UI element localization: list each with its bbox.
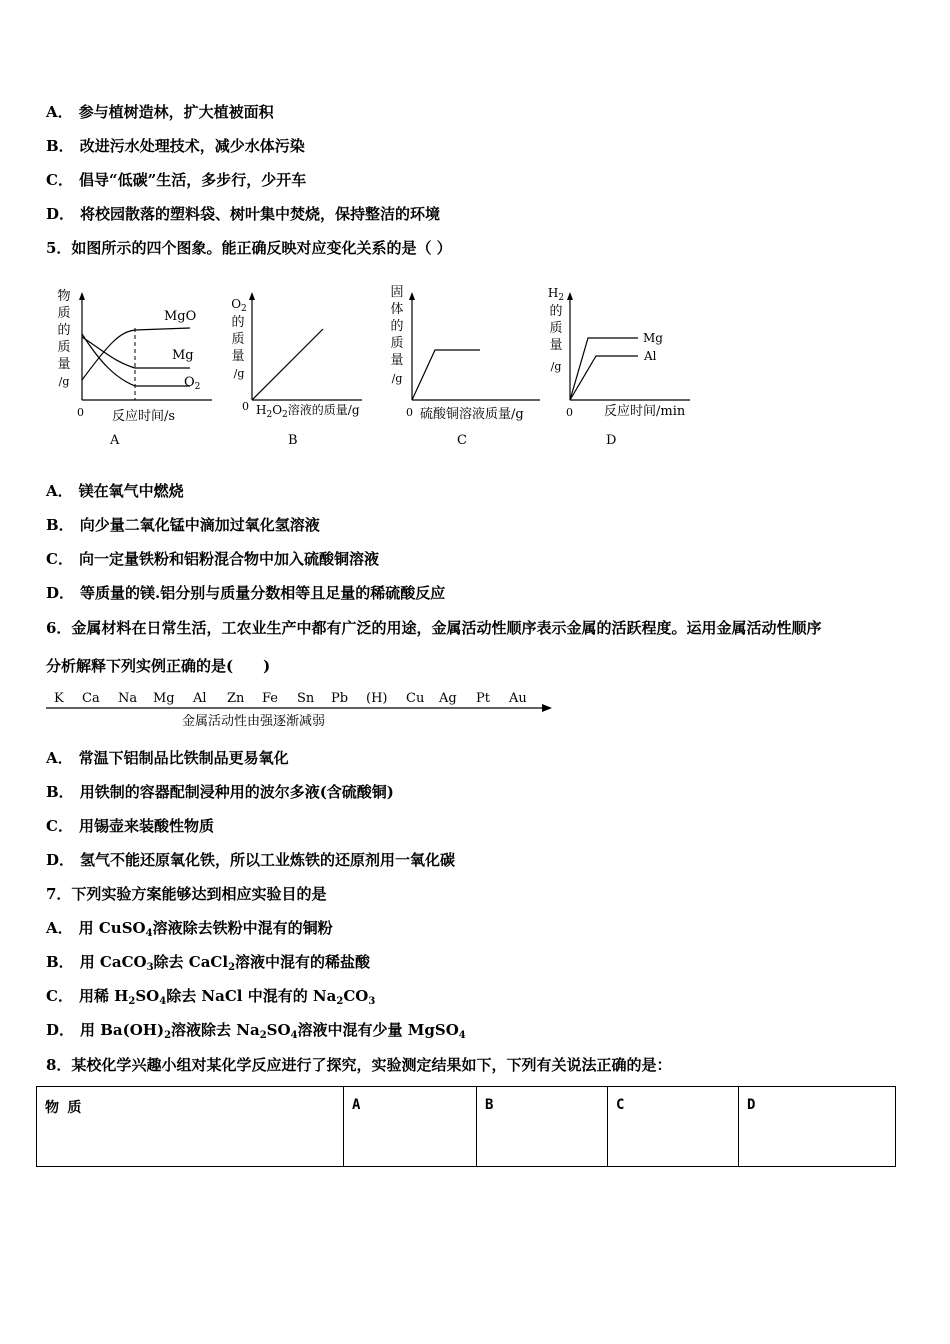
svg-text:质: 质 bbox=[549, 321, 563, 336]
q6-option-a: A． 常温下铝制品比铁制品更易氧化 bbox=[46, 749, 289, 767]
q5-option-a: A． 镁在氧气中燃烧 bbox=[46, 482, 184, 500]
svg-text:质: 质 bbox=[231, 332, 245, 347]
q6-option-c: C． 用锡壶来装酸性物质 bbox=[46, 817, 214, 835]
graph-a-xlabel: 反应时间/s bbox=[112, 409, 176, 424]
graph-b-origin: 0 bbox=[242, 400, 249, 413]
graph-c-xlabel: 硫酸铜溶液质量/g bbox=[420, 407, 524, 422]
graph-d-origin: 0 bbox=[566, 406, 573, 419]
q6-option-b: B． 用铁制的容器配制浸种用的波尔多液(含硫酸铜) bbox=[46, 783, 394, 801]
graph-a-label-mg: Mg bbox=[172, 348, 194, 363]
q6-stem-line1: 6．金属材料在日常生活，工农业生产中都有广泛的用途，金属活动性顺序表示金属的活跃程度。运用金属活动性顺序 bbox=[46, 619, 822, 637]
svg-text:Sn: Sn bbox=[297, 691, 315, 706]
graph-b-xlabel: $H_2O_2$溶液的质量/g bbox=[256, 403, 360, 420]
graph-b-line bbox=[252, 329, 323, 400]
svg-text:Ag: Ag bbox=[439, 691, 457, 706]
svg-text:物: 物 bbox=[57, 289, 71, 304]
q7-option-b: B． 用 CaCO$_3$除去 CaCl$_2$溶液中混有的稀盐酸 bbox=[46, 953, 371, 973]
q8-table bbox=[36, 1086, 896, 1167]
graph-c-ylabel bbox=[390, 285, 403, 385]
q4-option-d: D． 将校园散落的塑料袋、树叶集中焚烧，保持整洁的环境 bbox=[46, 205, 441, 223]
graph-b-ylabel bbox=[231, 297, 247, 380]
svg-text:的: 的 bbox=[57, 323, 71, 338]
graph-c-caption: C bbox=[457, 433, 467, 448]
graph-c-line bbox=[412, 350, 480, 400]
q7-stem: 7．下列实验方案能够达到相应实验目的是 bbox=[46, 885, 327, 903]
svg-text:量: 量 bbox=[549, 338, 563, 353]
q7-option-a: A． 用 CuSO$_4$溶液除去铁粉中混有的铜粉 bbox=[46, 919, 333, 939]
svg-text:质: 质 bbox=[57, 306, 71, 321]
svg-text:Pt: Pt bbox=[476, 691, 490, 706]
graph-a-label-o2: $O_2$ bbox=[184, 375, 201, 392]
q4-option-c: C． 倡导“低碳”生活，多步行，少开车 bbox=[46, 171, 307, 189]
svg-text:Mg: Mg bbox=[153, 691, 175, 706]
graph-a-label-mgo: MgO bbox=[164, 309, 197, 324]
graph-d-line-al bbox=[570, 356, 638, 400]
q8-stem: 8．某校化学兴趣小组对某化学反应进行了探究，实验测定结果如下，下列有关说法正确的是： bbox=[46, 1056, 672, 1074]
q4-option-b: B． 改进污水处理技术，减少水体污染 bbox=[46, 137, 305, 155]
svg-text:/g: /g bbox=[58, 375, 70, 388]
q5-option-c: C． 向一定量铁粉和铝粉混合物中加入硫酸铜溶液 bbox=[46, 550, 379, 568]
svg-text:的: 的 bbox=[231, 315, 245, 330]
svg-text:固: 固 bbox=[390, 285, 404, 300]
table-header-substance: 物 质 bbox=[37, 1087, 344, 1167]
graph-b-caption: B bbox=[288, 433, 298, 448]
q5-option-b: B． 向少量二氧化锰中滴加过氧化氢溶液 bbox=[46, 516, 320, 534]
q7-option-c: C． 用稀 $H_2SO_4$除去 NaCl 中混有的 $Na_2CO_3$ bbox=[46, 987, 376, 1007]
table-row bbox=[37, 1087, 896, 1167]
svg-text:量: 量 bbox=[231, 349, 245, 364]
graph-a-origin: 0 bbox=[77, 406, 84, 419]
graph-d-line-mg bbox=[570, 338, 638, 400]
svg-text:质: 质 bbox=[390, 336, 404, 351]
q7-option-d: D． 用 $Ba(OH)_2$溶液除去 $Na_2SO_4$溶液中混有少量 MgSO$_4$ bbox=[46, 1021, 466, 1041]
svg-text:Ca: Ca bbox=[82, 691, 100, 706]
svg-text:Al: Al bbox=[193, 691, 207, 706]
table-header-d: D bbox=[739, 1087, 896, 1167]
graph-d-ylabel bbox=[548, 286, 564, 373]
q6-stem-line2: 分析解释下列实例正确的是( ) bbox=[46, 657, 271, 675]
svg-text:(H): (H) bbox=[366, 691, 388, 706]
table-header-c: C bbox=[608, 1087, 739, 1167]
svg-text:量: 量 bbox=[57, 357, 71, 372]
graph-d bbox=[548, 286, 690, 448]
svg-text:O2: $O_2$ bbox=[231, 297, 247, 314]
svg-text:的: 的 bbox=[390, 319, 404, 334]
graph-b bbox=[231, 292, 362, 448]
svg-text:Zn: Zn bbox=[227, 691, 245, 706]
graph-a-ylabel bbox=[57, 288, 70, 388]
graph-d-label-mg: Mg bbox=[643, 331, 663, 345]
q4-option-a: A． 参与植树造林，扩大植被面积 bbox=[46, 103, 274, 121]
svg-text:的: 的 bbox=[549, 304, 563, 319]
svg-text:Cu: Cu bbox=[406, 691, 425, 706]
graph-d-caption: D bbox=[606, 433, 617, 448]
q5-stem: 5．如图所示的四个图象。能正确反映对应变化关系的是（ ） bbox=[46, 239, 452, 257]
svg-text:Na: Na bbox=[118, 691, 138, 706]
activity-series bbox=[46, 688, 566, 732]
graph-c bbox=[390, 285, 540, 448]
svg-text:Au: Au bbox=[509, 691, 527, 706]
q5-option-d: D． 等质量的镁.铝分别与质量分数相等且足量的稀硫酸反应 bbox=[46, 584, 446, 602]
svg-text:量: 量 bbox=[390, 353, 404, 368]
graph-d-label-al: Al bbox=[644, 349, 657, 363]
table-header-a: A bbox=[344, 1087, 477, 1167]
graph-c-origin: 0 bbox=[406, 406, 413, 419]
activity-series-caption: 金属活动性由强逐渐减弱 bbox=[182, 714, 326, 729]
graph-a bbox=[57, 288, 212, 448]
svg-text:/g: /g bbox=[550, 360, 562, 373]
svg-text:体: 体 bbox=[390, 302, 404, 317]
svg-text:Pb: Pb bbox=[331, 691, 349, 706]
q5-figure bbox=[40, 282, 760, 452]
graph-d-xlabel: 反应时间/min bbox=[604, 404, 686, 419]
svg-text:H2: $H_2$ bbox=[547, 286, 565, 303]
svg-text:K: K bbox=[54, 691, 64, 706]
svg-text:质: 质 bbox=[57, 340, 71, 355]
svg-text:/g: /g bbox=[391, 372, 403, 385]
svg-text:/g: /g bbox=[233, 367, 245, 380]
q6-option-d: D． 氢气不能还原氧化铁，所以工业炼铁的还原剂用一氧化碳 bbox=[46, 851, 456, 869]
table-header-b: B bbox=[477, 1087, 608, 1167]
activity-series-metals bbox=[54, 691, 527, 706]
svg-text:Fe: Fe bbox=[262, 691, 279, 706]
graph-a-caption: A bbox=[110, 433, 120, 448]
